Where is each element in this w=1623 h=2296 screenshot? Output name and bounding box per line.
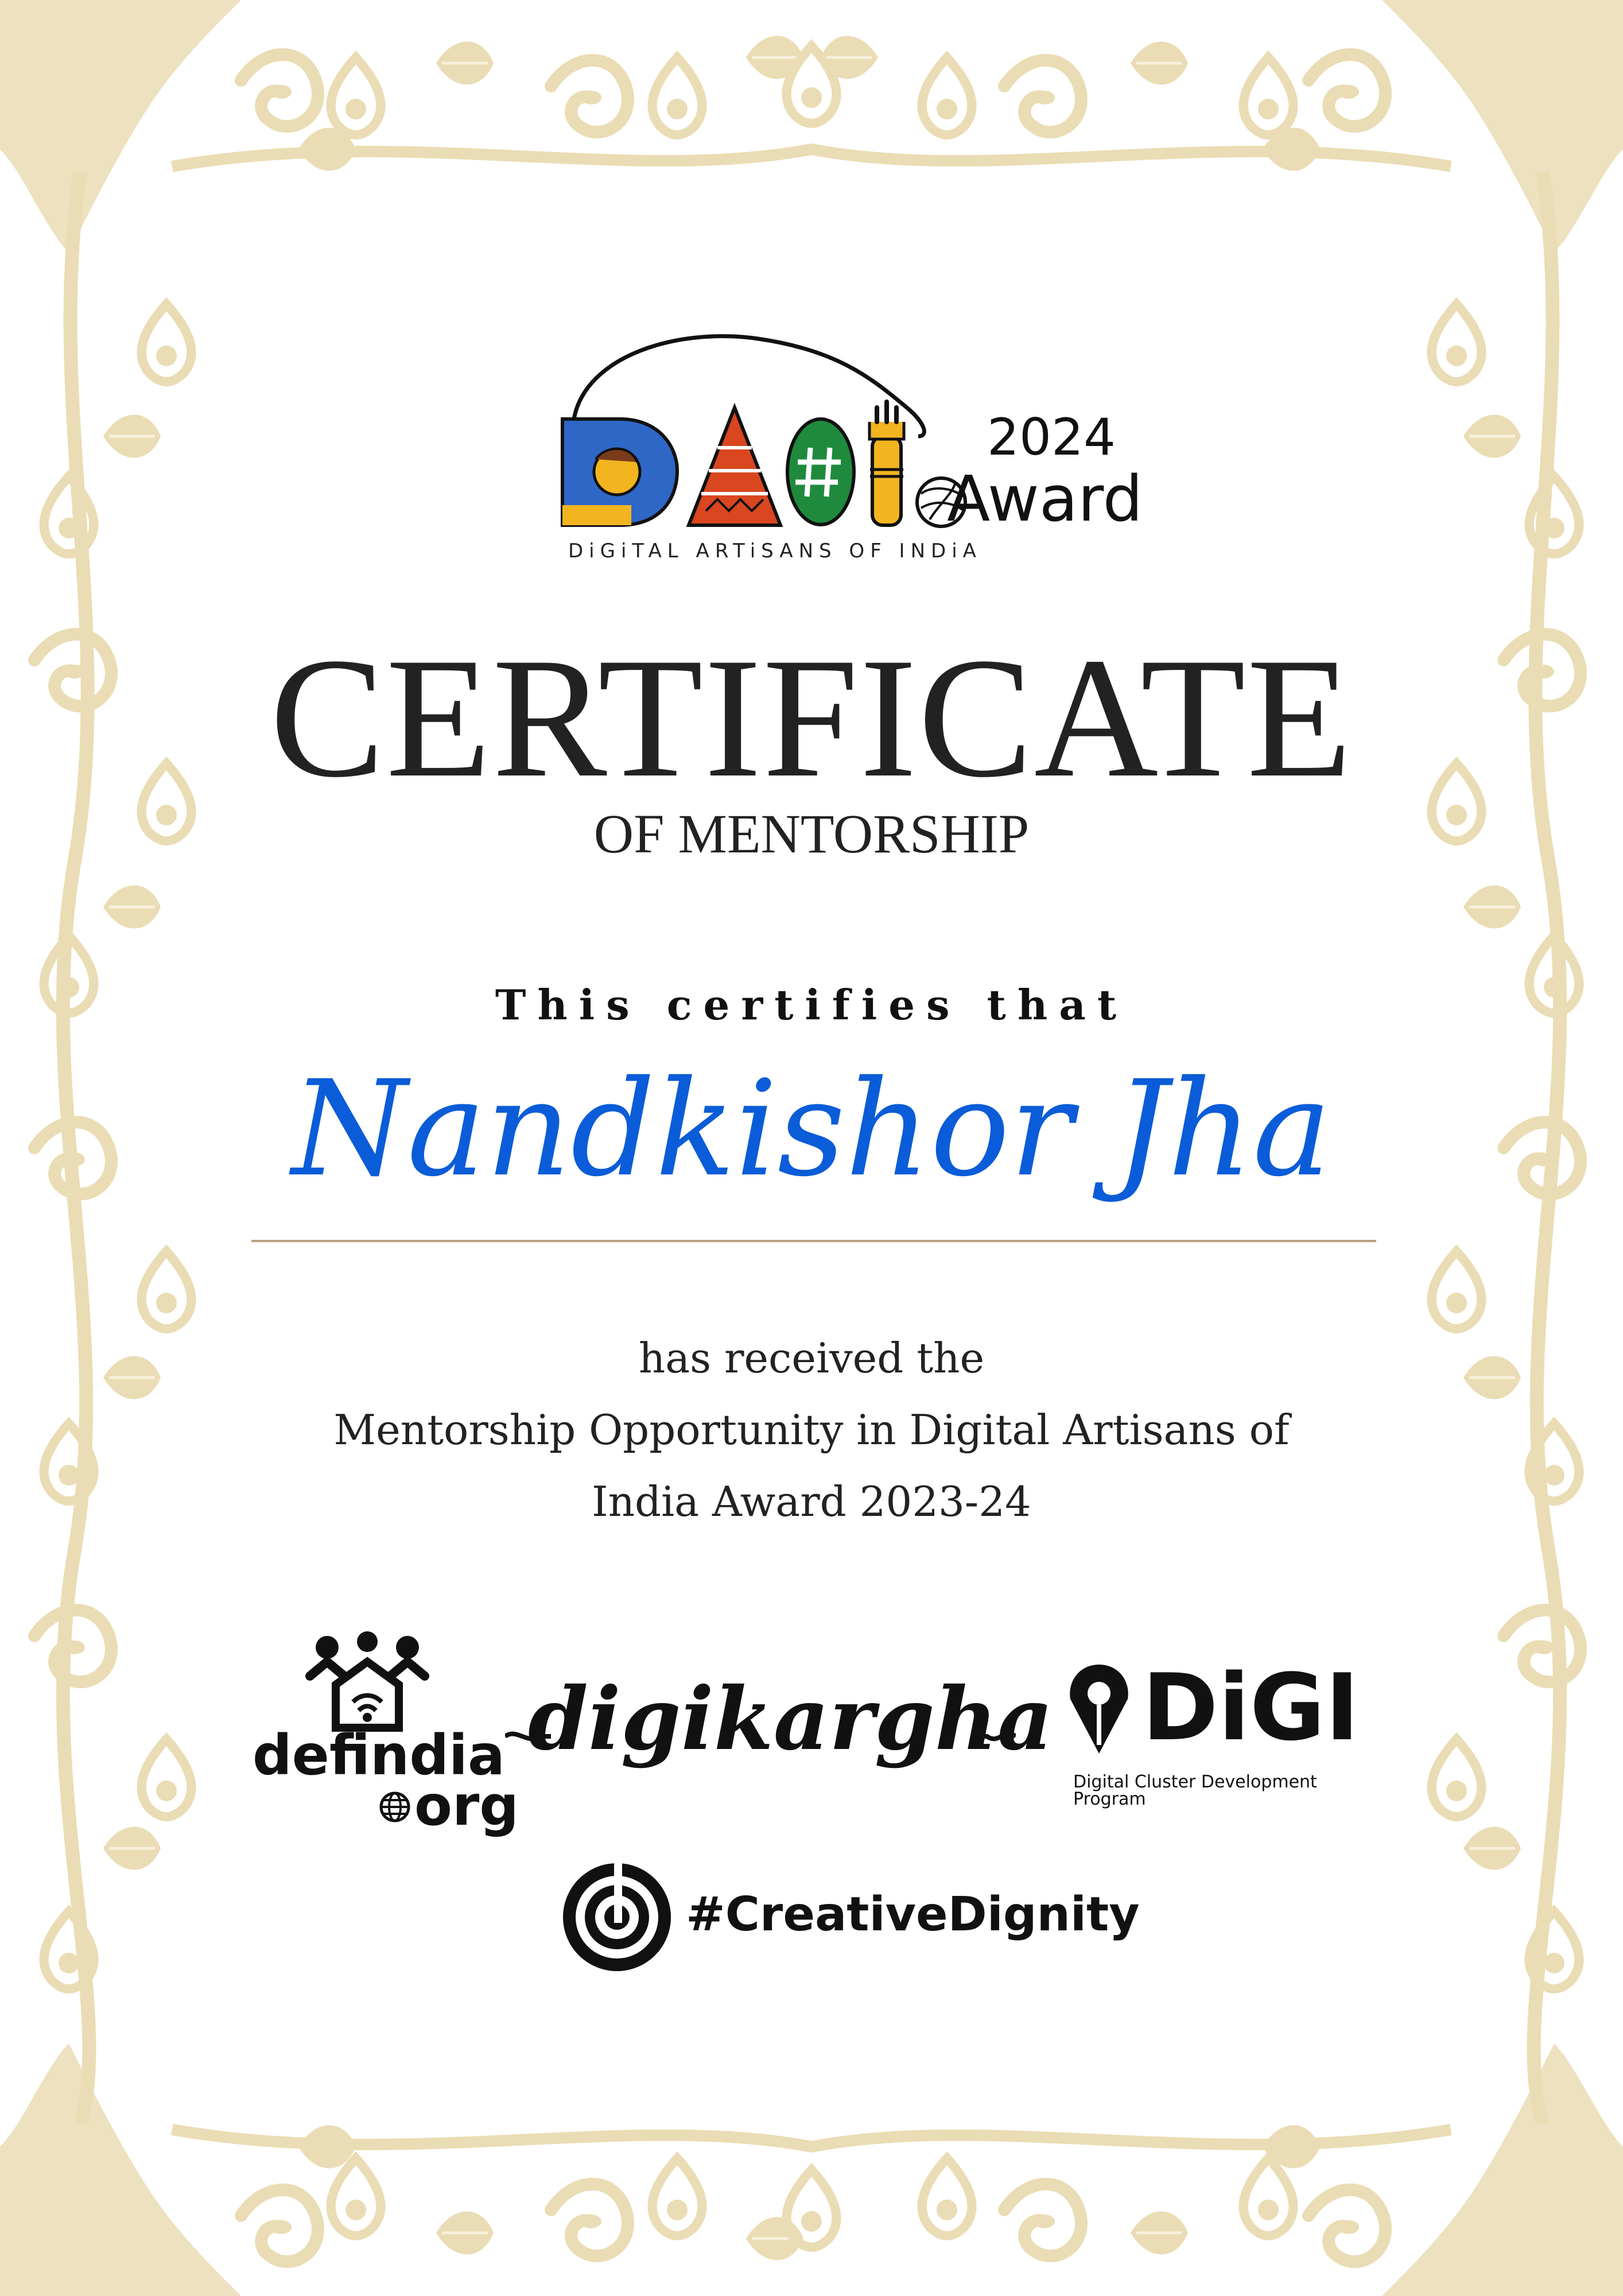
logo-award-word: Award [947,462,1143,536]
defindia-logo [253,1630,519,1838]
digikargha-logo: digikargha [528,1669,1054,1770]
creative-dignity-hashtag: #CreativeDignity [686,1887,1140,1942]
defindia-wordmark: defindia [253,1723,505,1787]
digikargha-swash-right [976,1728,1016,1745]
digikargha-swash-left [505,1728,551,1745]
defindia-house-icon [304,1630,430,1733]
defindia-org: org [414,1774,519,1838]
daoi-award-logo [551,321,1159,574]
logo-tagline: DiGiTAL ARTiSANS OF INDiA [568,540,982,563]
certificate-title: CERTIFICATE [270,622,1353,813]
creative-dignity-logo [560,1860,1140,1975]
name-underline [251,1240,1376,1242]
digi-wordmark: DiGI [1142,1654,1360,1761]
recipient-name: Nandkishor Jha [292,1053,1331,1206]
logo-year: 2024 [987,408,1116,467]
body-line-1: has received the [638,1334,985,1382]
certifies-line: This certifies that [495,980,1128,1029]
digi-pen-icon [1062,1659,1136,1756]
creative-dignity-spiral-icon [560,1860,674,1975]
digi-logo [1062,1654,1395,1809]
body-line-2: Mentorship Opportunity in Digital Artisans of [333,1406,1290,1454]
digi-subtitle: Digital Cluster Development Program [1073,1772,1317,1809]
certificate-subtitle: OF MENTORSHIP [593,803,1030,864]
body-line-3: India Award 2023-24 [592,1477,1031,1526]
globe-icon [379,1791,411,1823]
